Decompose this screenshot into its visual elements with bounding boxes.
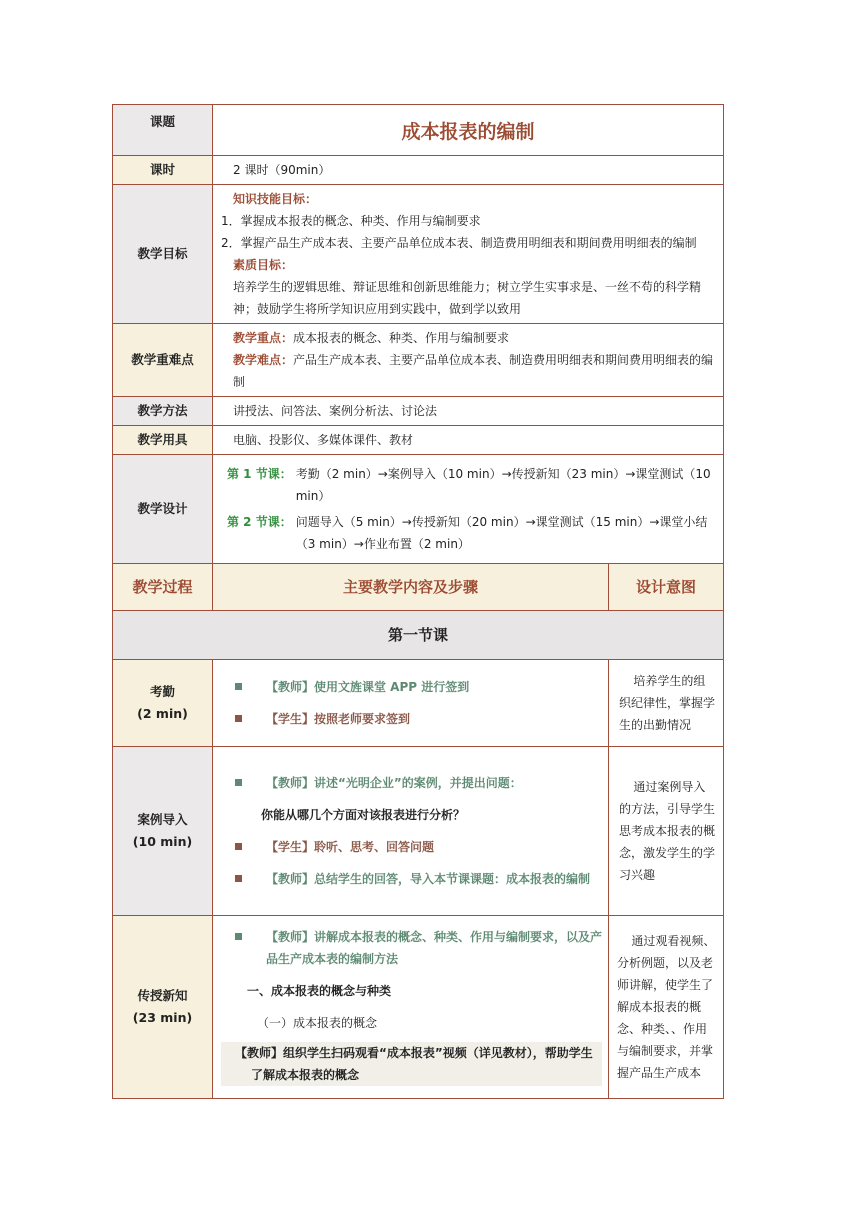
teach-label: [113, 916, 213, 1099]
teacher-step: 【教师】使用文旌课堂 APP 进行签到: [266, 680, 470, 694]
session1-heading: 第 1 节课：: [227, 467, 292, 481]
bullet-square-icon: [235, 843, 242, 850]
keypoints-label: 教学重难点: [113, 324, 213, 397]
process-header-row: [113, 564, 724, 611]
tools-value: 电脑、投影仪、多媒体课件、教材: [213, 426, 724, 455]
tools-row: [113, 426, 724, 455]
teacher-activity: 【教师】组织学生扫码观看“成本报表”视频（详见教材），帮助学生了解成本报表的概念: [221, 1042, 602, 1086]
case-content: [213, 747, 609, 916]
section-row: [113, 611, 724, 660]
knowledge-heading: 知识技能目标：: [233, 192, 318, 206]
bullet-square-icon: [235, 683, 242, 690]
difficulty-heading: 教学难点：: [233, 353, 294, 367]
teach-content: [213, 916, 609, 1099]
keypoints-row: [113, 324, 724, 397]
stage-name: 考勤: [149, 684, 175, 699]
teach-row: [113, 916, 724, 1099]
teacher-step: 【教师】总结学生的回答，导入本节课课题：成本报表的编制: [266, 872, 591, 886]
session1-text: 考勤（2 min）→案例导入（10 min）→传授新知（23 min）→课堂测试（10 min）: [295, 467, 711, 503]
stage-name: 传授新知: [137, 988, 188, 1003]
section-title: 第一节课: [113, 611, 724, 660]
intent-text: 培养学生的组织纪律性，掌握学生的出勤情况: [619, 674, 716, 732]
topic-row: [113, 105, 724, 156]
stage-name: 案例导入: [137, 812, 188, 827]
session2-text: 问题导入（5 min）→传授新知（20 min）→课堂测试（15 min）→课堂小结（3 min）→作业布置（2 min）: [295, 515, 708, 551]
teach-intent: [609, 916, 724, 1099]
quality-text: 培养学生的逻辑思维、辩证思维和创新思维能力；树立学生实事求是、一丝不苟的科学精神；鼓励学生将所学知识应用到实践中，做到学以致用: [233, 280, 702, 316]
quality-heading: 素质目标：: [233, 258, 294, 272]
subsection-heading: （一）成本报表的概念: [257, 1016, 378, 1030]
difficulty-text: 产品生产成本表、主要产品单位成本表、制造费用明细表和期间费用明细表的编制: [233, 353, 714, 389]
attendance-label: [113, 660, 213, 747]
tools-label: 教学用具: [113, 426, 213, 455]
bullet-square-icon: [235, 933, 242, 940]
intent-text: 通过案例导入的方法，引导学生思考成本报表的概念，激发学生的学习兴趣: [619, 780, 716, 882]
method-value: 讲授法、问答法、案例分析法、讨论法: [213, 397, 724, 426]
col-process: 教学过程: [113, 564, 213, 611]
topic-label: 课题: [113, 105, 213, 156]
design-label: 教学设计: [113, 455, 213, 564]
hours-label: 课时: [113, 156, 213, 185]
intent-text: 通过观看视频、分析例题，以及老师讲解，使学生了解成本报表的概念、种类、、作用与编制要求，并掌握产品生产成本: [617, 934, 716, 1080]
bullet-square-icon: [235, 875, 242, 882]
knowledge-item: 1．掌握成本报表的概念、种类、作用与编制要求: [221, 214, 481, 228]
stage-time: (23 min): [132, 1010, 193, 1025]
lesson-plan: [112, 104, 723, 1099]
attendance-intent: [609, 660, 724, 747]
goals-row: [113, 185, 724, 324]
col-content: 主要教学内容及步骤: [213, 564, 609, 611]
bullet-square-icon: [235, 779, 242, 786]
knowledge-item: 2．掌握产品生产成本表、主要产品单位成本表、制造费用明细表和期间费用明细表的编制: [221, 236, 697, 250]
teacher-step: 【教师】讲述“光明企业”的案例，并提出问题：: [266, 776, 522, 790]
student-step: 【学生】聆听、思考、回答问题: [266, 840, 435, 854]
teacher-step: 【教师】讲解成本报表的概念、种类、作用与编制要求，以及产品生产成本表的编制方法: [266, 930, 603, 966]
method-label: 教学方法: [113, 397, 213, 426]
goals-content: [213, 185, 724, 324]
keypoints-content: [213, 324, 724, 397]
section-heading: 一、成本报表的概念与种类: [247, 984, 392, 998]
goals-label: 教学目标: [113, 185, 213, 324]
method-row: [113, 397, 724, 426]
col-intent: 设计意图: [609, 564, 724, 611]
stage-time: (2 min): [137, 706, 188, 721]
question-text: 你能从哪几个方面对该报表进行分析？: [261, 808, 466, 822]
case-intent: [609, 747, 724, 916]
stage-time: (10 min): [132, 834, 193, 849]
key-heading: 教学重点：: [233, 331, 294, 345]
attendance-content: [213, 660, 609, 747]
hours-value: 2 课时（90min）: [213, 156, 724, 185]
student-step: 【学生】按照老师要求签到: [266, 712, 411, 726]
hours-row: [113, 156, 724, 185]
topic-title: 成本报表的编制: [213, 105, 724, 156]
design-row: [113, 455, 724, 564]
lesson-plan-table: [112, 104, 724, 1099]
case-label: [113, 747, 213, 916]
bullet-square-icon: [235, 715, 242, 722]
design-content: [213, 455, 724, 564]
session2-heading: 第 2 节课：: [227, 515, 292, 529]
case-row: [113, 747, 724, 916]
attendance-row: [113, 660, 724, 747]
key-text: 成本报表的概念、种类、作用与编制要求: [293, 331, 510, 345]
